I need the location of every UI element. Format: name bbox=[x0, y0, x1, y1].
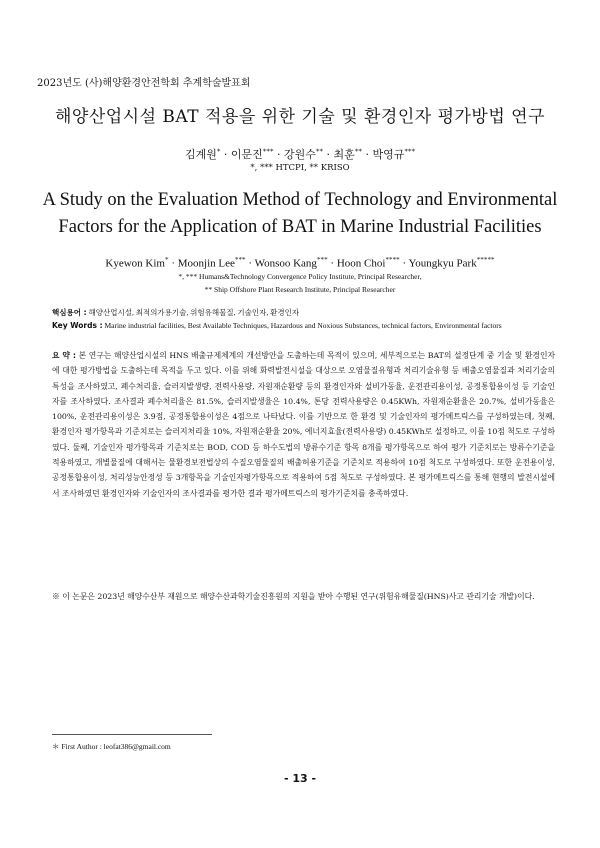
page-number: - 13 - bbox=[283, 772, 317, 785]
abstract-text: 본 연구는 해양산업시설의 HNS 배출규제체계의 개선방안을 도출하는데 목적이 있으며, 세부적으로는 BAT의 설정단계 중 기술 및 환경인자에 대한 평가방법을 도출하는데 목적을 두고 있다. 이를 위해 화력발전시설을 대상으로 오염물질유형과 처리기술유형 등 배출오염물질과 처리기술의 특성을 조사하였고, 폐수처리율, 슬러지발생량, 전력사용량, 자원재순환량 등의 환경인자와 설비가동율, 운전관리용이성, 공정통합용이성 등 기술인자를 조사하였다. 조사결과 폐수처리율은 81.5%, 슬러지발생율은 10.4%, 톤당 전력사용량은 0.45KWh, 자원재순환율은 20.7%, 설비가동율은 100%, 운전관리용이성은 3.9점, 공정통합용이성은 4점으로 나타났다. 이를 기반으로 한 환경 및 기술인자의 평가메트릭스를 구성하였는데, 첫째, 환경인자 평가항목과 기준치로는 슬러지처리율 10%, 자원재순환율 20%, 에너지효율(전력사용량) 0.45KWh로 설정하고, 이를 10점 척도로 구성하였다. 둘째, 기술인자 평가항목과 기준치로는 BOD, COD 등 하수도법의 방류수기준 항목 8개를 평가항목으로 하여 평가 기준치로는 방류수기준을 적용하였고, 개별물질에 대해서는 물환경보전법상의 수질오염물질의 배출허용기준을 기준치로 적용하여 10점 척도로 구성하였다. 또한 운전용이성, 공정통합용이성, 처리성능안정성 등 3개항목을 기술인자평가항목으로 적용하여 5점 척도로 구성하였다. 본 평가메트릭스를 통해 현행의 발전시설에서 조사하였던 환경인자와 기술인자의 조사결과를 평가한 결과 평가메트릭스의 평가기준치를 충족하였다. bbox=[52, 351, 556, 498]
author-name: Moonjin Lee bbox=[177, 257, 235, 270]
author-name: Youngkyu Park bbox=[408, 257, 477, 270]
author-name: 박영규 bbox=[372, 148, 405, 161]
author-name: Hoon Choi bbox=[336, 257, 386, 270]
english-title-line-2: Factors for the Application of BAT in Marine Industrial Facilities bbox=[58, 217, 542, 237]
abstract bbox=[52, 348, 555, 501]
abstract-label: 요 약 : bbox=[52, 351, 76, 360]
author-name: 이문진 bbox=[230, 148, 263, 161]
author-name: 최훈 bbox=[333, 148, 355, 161]
keywords-english-text: Marine industrial facilities, Best Available Techniques, Hazardous and Noxious Substances, technical factors, Environmental factors bbox=[104, 321, 502, 330]
author-name: 김계원 bbox=[184, 148, 217, 161]
keywords-korean bbox=[52, 307, 562, 318]
english-authors: Kyewon Kim* · Moonjin Lee*** · Wonsoo Kang*** · Hoon Choi**** · Youngkyu Park***** bbox=[105, 256, 495, 270]
korean-affiliation: *, *** HTCPI, ** KRISO bbox=[250, 163, 350, 173]
english-title bbox=[40, 187, 560, 241]
english-affiliation-1: *, *** Humans&Technology Convergence Policy Institute, Principal Researcher, bbox=[178, 272, 422, 281]
english-affiliation-2: ** Ship Offshore Plant Research Institute, Principal Researcher bbox=[204, 285, 396, 294]
keywords-english-label: Key Words : bbox=[52, 321, 103, 330]
conference-header: 2023년도 (사)해양환경안전학회 추계학술발표회 bbox=[37, 78, 251, 89]
acknowledgement: ※ 이 논문은 2023년 해양수산부 재원으로 해양수산과학기술진흥원의 지원을 받아 수행된 연구(위험유해물질(HNS)사고 관리기술 개발)이다. bbox=[52, 592, 535, 601]
author-name: Wonsoo Kang bbox=[254, 257, 317, 270]
keywords-korean-text: 해양산업시설, 최적의가용기술, 위험유해물질, 기술인자, 환경인자 bbox=[88, 308, 300, 317]
author-name: Kyewon Kim bbox=[105, 257, 165, 270]
author-name: 강원수 bbox=[284, 148, 316, 161]
keywords-english bbox=[52, 321, 562, 330]
footnote-divider bbox=[52, 734, 212, 735]
keywords-korean-label: 핵심용어 : bbox=[52, 308, 87, 317]
korean-title: 해양산업시설 BAT 적용을 위한 기술 및 환경인자 평가방법 연구 bbox=[54, 107, 546, 127]
english-title-line-1: A Study on the Evaluation Method of Technology and Environmental bbox=[42, 190, 558, 210]
footnote: ＊ First Author : leofat386@gmail.com bbox=[52, 742, 171, 751]
korean-authors: 김계원* · 이문진*** · 강원수** · 최훈** · 박영규*** bbox=[184, 146, 416, 161]
